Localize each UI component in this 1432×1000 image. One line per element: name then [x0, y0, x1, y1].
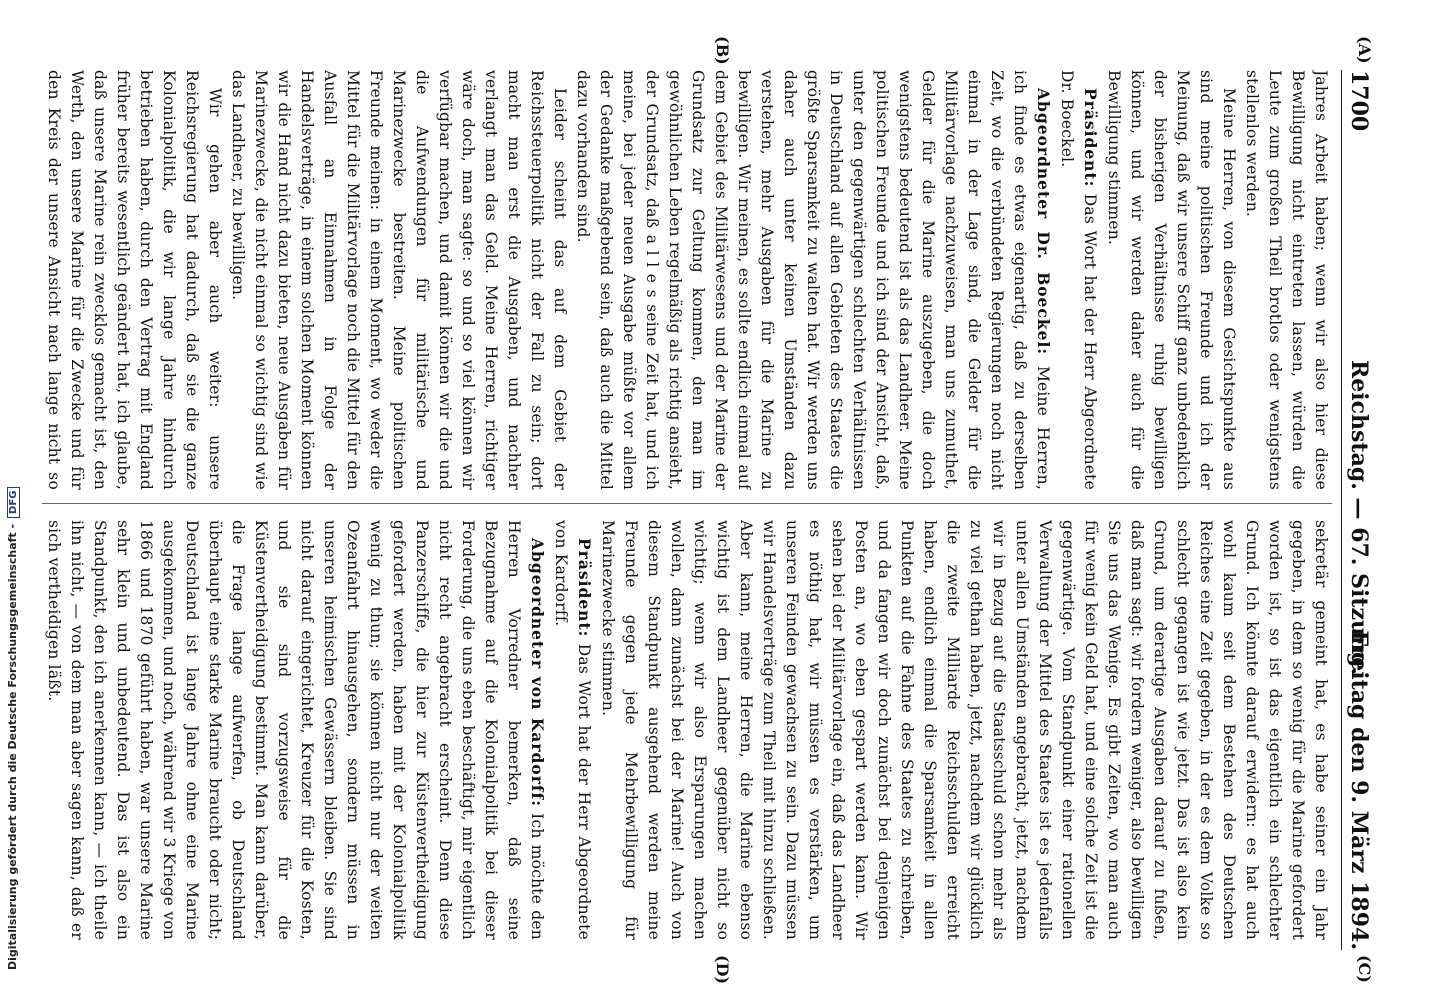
footer-text-line — [6, 487, 20, 970]
header-rule — [1341, 70, 1342, 950]
speaker-label: Abgeordneter Dr. Boeckel: — [1034, 88, 1053, 356]
page-header — [1342, 70, 1372, 950]
speech-text: Meine Herren, ich finde es etwas eigenartig, daß zu derselben Zeit, wo die verbündeten Regierungen noch nicht einmal in der Lage sind, die Gelder für die Militärvorlage nachzuweisen, man uns zumuthet, Gelder für die Marine auszugeben, die doch wenigstens bedeutend ist als das Landheer. Meine politischen Freunde und ich sind der Ansicht, daß, unter den gegenwärtigen schlechten Verhältnissen in Deutschland auf allen Gebieten des Staates die größte Sparsamkeit zu walten hat. Wir werden uns daher auch unter keinen Umständen dazu verstehen, mehr Ausgaben für die Marine zu bewilligen. Wir meinen, es sollte endlich einmal auf dem Gebiet des Militärwesens und der Marine der Grundsatz zur Geltung kommen, den man im gewöhnlichen Leben regelmäßig als richtig ansieht, der Grundsatz, daß a l l e s seine Zeit hat, und ich meine, bei jeder neuen Ausgabe müßte vor allem der Gedanke maßgebend sein, daß auch die Mittel dazu vorhanden sind. — [574, 70, 1052, 490]
paragraph — [1055, 70, 1102, 490]
text-column-left — [42, 70, 1332, 490]
paragraph: Meine Herren, von diesem Gesichtspunkte aus sind meine politischen Freunde und ich der Meinung, daß wir unsere Schiff ganz unbedenklich der bisherigen Verhältnisse ruhig bewilligen können, und wir werden daher auch für die Bewilligung stimmen. — [1105, 70, 1238, 490]
page-number: 1700 — [1346, 70, 1372, 132]
speaker-label: Präsident: — [1081, 88, 1100, 188]
paragraph — [571, 70, 1055, 490]
margin-mark-a: (A) — [1355, 36, 1374, 64]
footer-credit: Digitalisierung gefördert durch die Deutsche Forschungsgemeinschaft - — [6, 523, 19, 970]
session-date: Freitag den 9. März 1894. — [1346, 630, 1372, 950]
speaker-label: Präsident: — [575, 538, 594, 638]
paragraph: Jahres Arbeit haben; wenn wir also hier diese Bewilligung nicht eintreten lassen, würden die Leute zum großen Theil brotlos oder wenigstens stellenlos werden. — [1243, 70, 1330, 490]
margin-mark-c: (C) — [1355, 955, 1374, 983]
text-column-right — [42, 520, 1332, 940]
digitization-footer — [4, 0, 24, 970]
paragraph: Wir gehen aber auch weiter: unsere Reichsregierung hat dadurch, daß sie die ganze Kolonialpolitik, die wir lange Jahre hindurch betrieben haben, durch den Vertrag mit England früher bereits wesentlich geändert hat, ich glaube, daß unsere Marine rein zwecklos gemacht ist, den Werth, den unsere Marine für die Zwecke und für den Kreis der unsere Ansicht nach lange nicht so — [45, 70, 224, 490]
paragraph: Leider scheint das auf dem Gebiet der Reichssteuerpolitik nicht der Fall zu sein; dort macht man erst die Ausgaben, und nachher verlangt man das Geld. Meine Herren, richtiger wäre doch, man sagte: so und so viel können wir verfügbar machen, und damit können wir die und die Aufwendungen für militärische und Marinezwecke bestreiten. Meine politischen Freunde meinen: in einem Moment, wo weder die Mittel für die Militärvorlage noch die Mittel für den Ausfall an Einnahmen in Folge der Handelsverträge, in einem solchen Moment können wir die Hand nicht dazu bieten, neue Ausgaben für Marinezwecke, die nicht einmal so wichtig sind wie das Landheer, zu bewilligen. — [229, 70, 569, 490]
dfg-logo: DFG — [7, 487, 20, 518]
running-title: Reichstag. — 67. Sitzung. — [1346, 360, 1372, 676]
column-divider — [42, 503, 1332, 504]
margin-mark-b: (B) — [713, 36, 732, 65]
paragraph — [549, 520, 596, 940]
speech-text: Das Wort hat der Herr Abgeordnete Dr. Boeckel. — [1058, 70, 1099, 490]
paragraph — [42, 520, 549, 940]
speech-text: Ich möchte den Herren Vorredner bemerken, daß seine Bezugnahme auf die Kolonialpolitik bei dieser Forderung, die uns eben beschäftigt, mir eigentlich nicht recht angebracht erscheint. Denn diese Panzerschiffe, die hier zur Küstenvertheidigung gefordert werden, haben mit der Kolonialpolitik wenig zu thun; sie können nicht nur der weiten Ozeanfahrt hinausgehen, sondern müssen in unseren heimischen Gewässern bleiben. Sie sind nicht darauf eingerichtet, Kreuzer für die Kosten, und sie sind vorzugsweise für die Küstenvertheidigung bestimmt. Man kann darüber, die Frage lange aufwerfen, ob Deutschland überhaupt eine starke Marine braucht oder nicht; Deutschland ist lange Jahre ohne eine Marine ausgekommen, und noch, während wir 3 Kriege von 1866 und 1870 geführt haben, war unsere Marine sehr klein und unbedeutend. Das ist also ein Standpunkt, den ich anerkennen kann, — ich theile ihn nicht, — von dem man aber sagen kann, daß er sich vertheidigen läßt. — [45, 520, 546, 940]
margin-mark-d: (D) — [713, 955, 732, 985]
speech-text: Das Wort hat der Herr Abgeordnete von Kardorff. — [552, 520, 593, 940]
speaker-label: Abgeordneter von Kardorff: — [528, 538, 547, 807]
paragraph: sekretär gemeint hat, es habe seiner ein Jahr gegeben, in dem so wenig für die Marine gefordert worden ist, so ist das eigentlich ein schlechter Grund. Ich könnte darauf erwidern: es hat auch wohl kaum seit dem Bestehen des Deutschen Reiches eine Zeit gegeben, in der es dem Volke so schlecht gegangen ist wie jetzt. Das ist also kein Grund, um derartige Ausgaben darauf zu fußen, daß man sagt: wir fordern weniger, also bewilligen Sie uns das Wenige. Es gibt Zeiten, wo man auch für wenig kein Geld hat, und eine solche Zeit ist die gegenwärtige. Vom Standpunkt einer rationellen Verwaltung der Mittel des Staates ist es jedenfalls unter allen Umständen angebracht, jetzt, nachdem wir in Bezug auf die Staatsschuld schon mehr als zu viel gethan haben, jetzt, nachdem wir glücklich die zweite Milliarde Reichsschulden erreicht haben, endlich einmal die Sparsamkeit in allen Punkten auf die Fahne des Staates zu schreiben, und da fangen wir doch zunächst bei denjenigen Posten an, wo eben gespart werden kann. Wir sehen bei der Militärvorlage ein, daß das Landheer es nöthig hat, wir müssen es verstärken, um unseren Feinden gewachsen zu sein. Dazu müssen wir Handelsverträge zum Theil mit hinzu schließen. Aber kann, meine Herren, die Marine ebenso wichtig ist dem Landheer gegenüber nicht so wichtig; wenn wir also Ersparungen machen wollen, dann zunächst bei der Marine! Auch von diesem Standpunkt ausgehend werden meine Freunde gegen jede Mehrbewilligung für Marinezwecke stimmen. — [599, 520, 1330, 940]
